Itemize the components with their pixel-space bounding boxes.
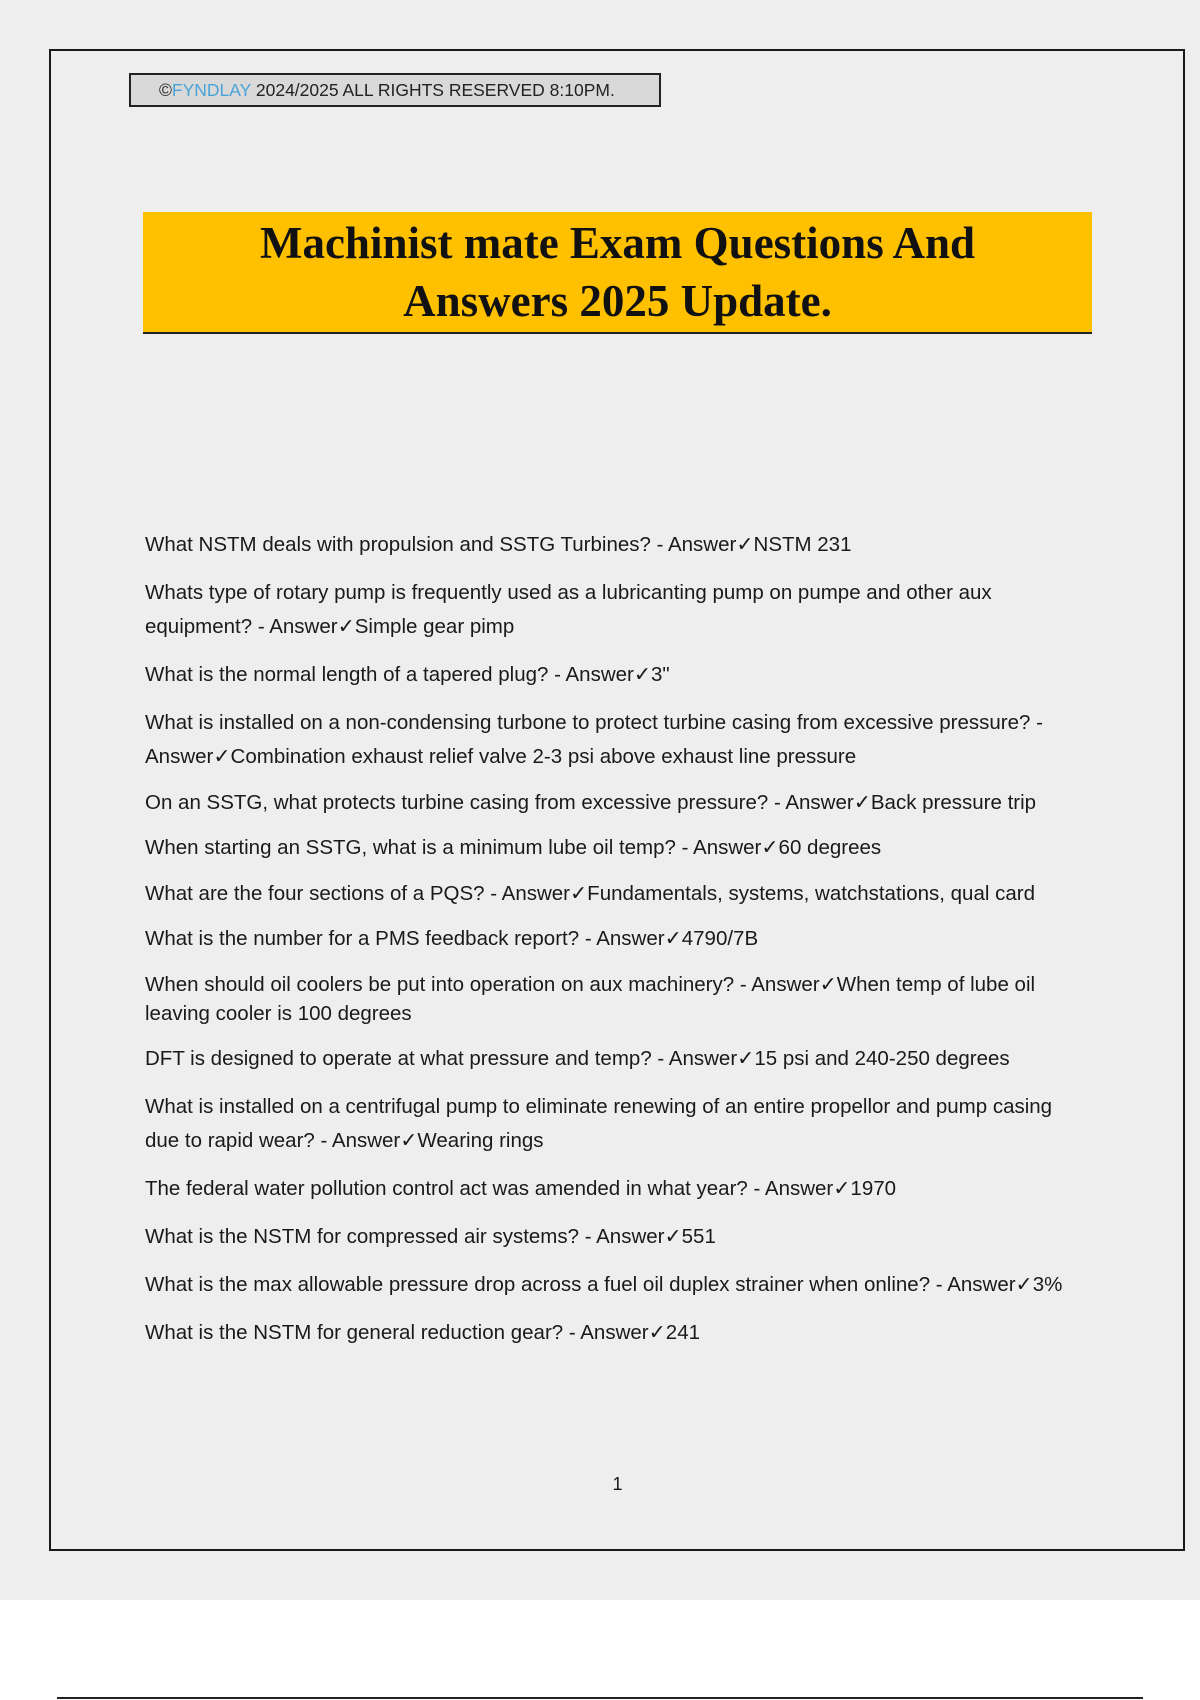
qa-item: Whats type of rotary pump is frequently used as a lubricanting pump on pumpe and other aux equipment? - Answer✓Simple gear pimp	[145, 581, 992, 638]
copyright-symbol: ©	[159, 80, 172, 100]
qa-item: What are the four sections of a PQS? - Answer✓Fundamentals, systems, watchstations, qual card	[145, 882, 1035, 905]
copyright-text: 2024/2025 ALL RIGHTS RESERVED 8:10PM.	[251, 80, 615, 100]
qa-item: What is the NSTM for compressed air systems? - Answer✓551	[145, 1225, 716, 1248]
qa-item: What is the max allowable pressure drop across a fuel oil duplex strainer when online? - Answer✓3%	[145, 1273, 1063, 1296]
qa-item: When starting an SSTG, what is a minimum lube oil temp? - Answer✓60 degrees	[145, 836, 882, 859]
qa-item: The federal water pollution control act was amended in what year? - Answer✓1970	[145, 1177, 897, 1200]
copyright-banner	[129, 73, 661, 107]
document-title: Machinist mate Exam Questions And Answers 2025 Update.	[259, 218, 976, 326]
qa-item: What is the NSTM for general reduction gear? - Answer✓241	[145, 1321, 700, 1344]
qa-item: What is the number for a PMS feedback report? - Answer✓4790/7B	[145, 927, 759, 950]
qa-item: When should oil coolers be put into operation on aux machinery? - Answer✓When temp of lube oil leaving cooler is 100 degrees	[145, 973, 1036, 1025]
qa-item: What is installed on a centrifugal pump to eliminate renewing of an entire propellor and pump casing due to rapid wear? - Answer✓Wearing rings	[145, 1095, 1053, 1152]
qa-item: On an SSTG, what protects turbine casing from excessive pressure? - Answer✓Back pressure trip	[145, 791, 1037, 814]
page-number: 1	[612, 1474, 623, 1494]
bottom-divider	[57, 1697, 1143, 1699]
qa-item: What is installed on a non-condensing turbone to protect turbine casing from excessive pressure? - Answer✓Combination exhaust relief valve 2-3 psi above exhaust line pressure	[145, 711, 1043, 768]
brand-name: FYNDLAY	[171, 80, 252, 100]
qa-item: What is the normal length of a tapered plug? - Answer✓3"	[145, 663, 670, 686]
qa-item: What NSTM deals with propulsion and SSTG Turbines? - Answer✓NSTM 231	[145, 533, 852, 556]
qa-item: DFT is designed to operate at what pressure and temp? - Answer✓15 psi and 240-250 degrees	[145, 1047, 1010, 1070]
title-banner	[143, 212, 1092, 334]
qa-list	[145, 528, 1080, 1364]
